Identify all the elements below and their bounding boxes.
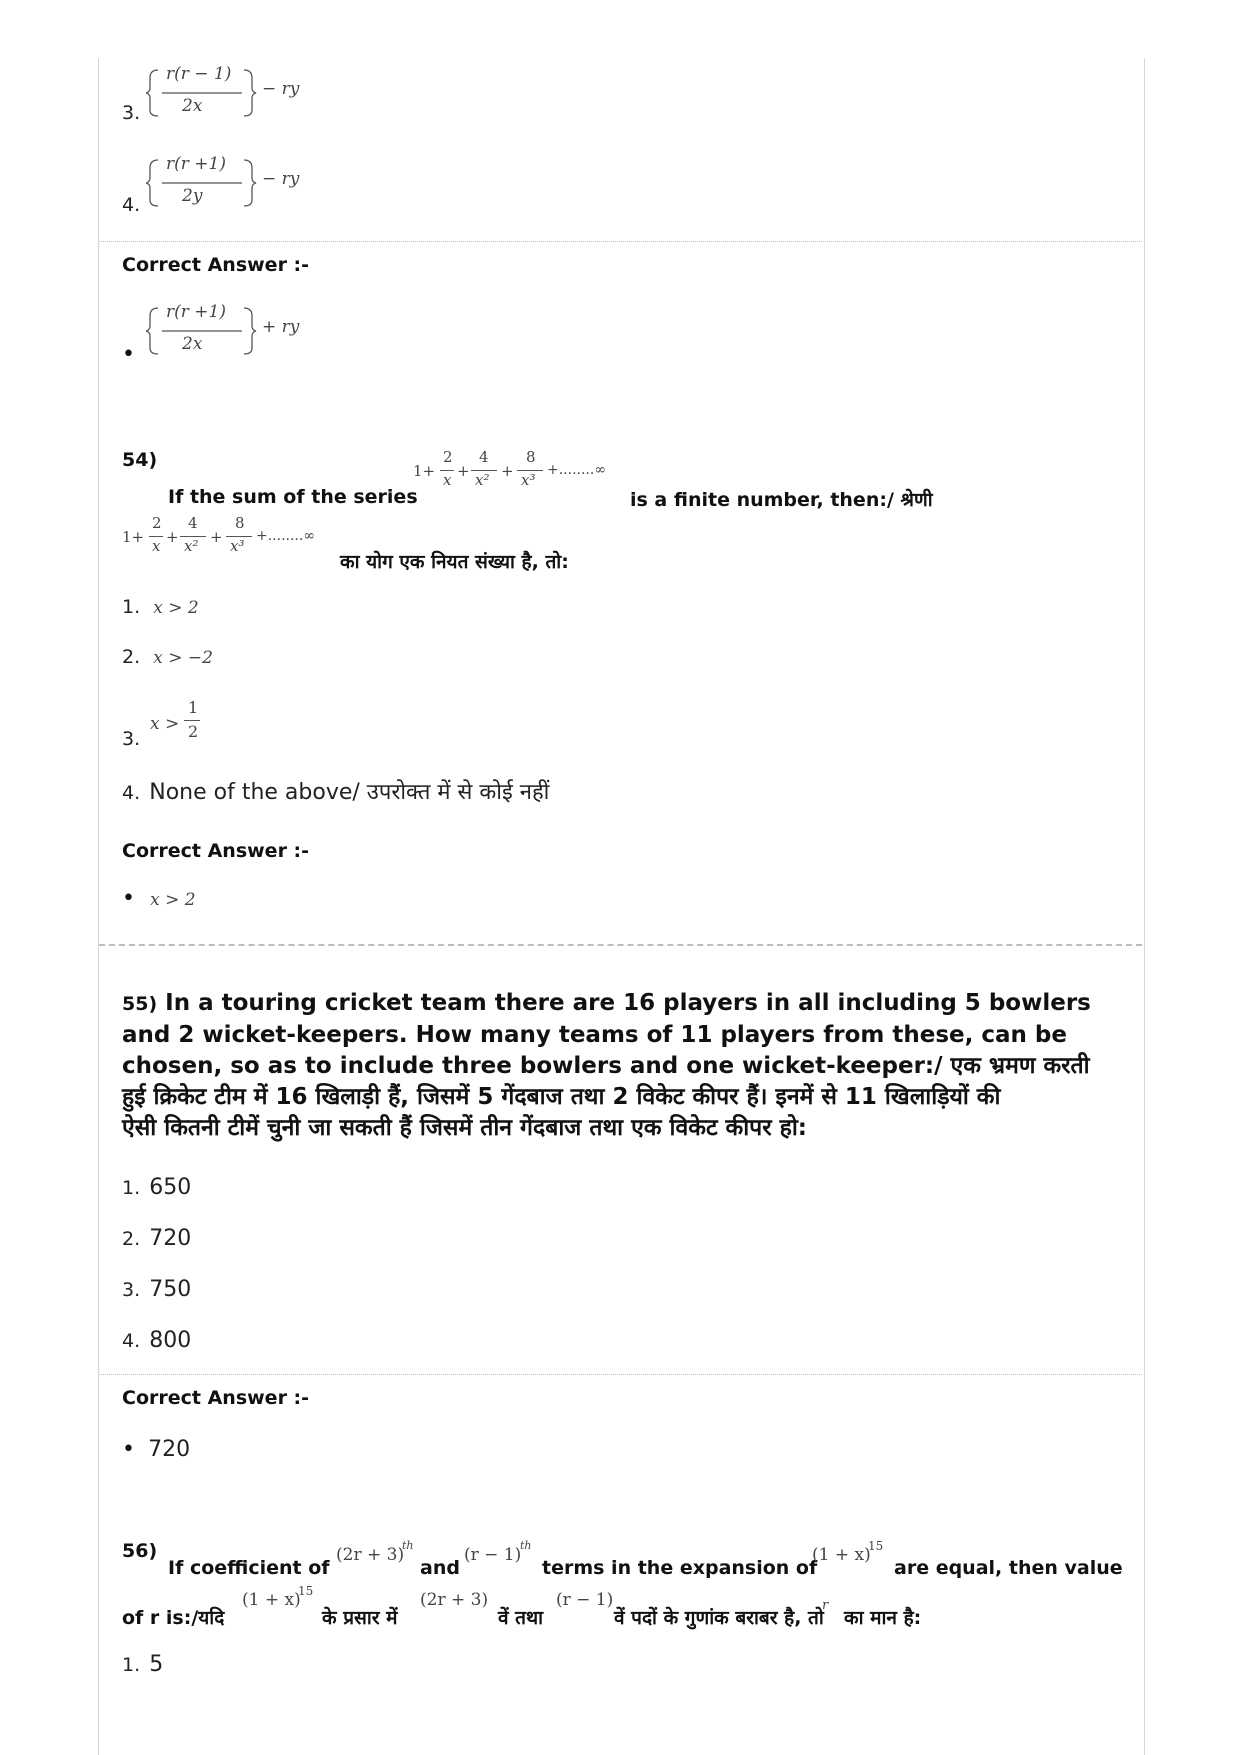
bullet-icon: • <box>122 342 135 367</box>
q55-question <box>122 988 1122 1144</box>
option-number: 1. <box>122 596 141 618</box>
fraction-denominator: 2x <box>182 96 203 116</box>
fraction-denominator: 2 <box>188 722 199 741</box>
divider <box>99 1374 1142 1375</box>
q56-question-line-2: of r is:/यदि (1 + x) 15 के प्रसार में (2r + 3) वें तथा (r − 1) वें पदों के गुणांक बराबर है, तो r का मान है: <box>122 1584 922 1629</box>
option-text: 5 <box>149 1652 164 1677</box>
question-number: 54) <box>122 449 158 471</box>
expression-tail: + ry <box>262 317 300 337</box>
question-line: ऐसी कितनी टीमें चुनी जा सकती हैं जिसमें तीन गेंदबाज तथा एक विकेट कीपर हो: <box>122 1115 808 1141</box>
option-text: None of the above/ उपरोक्त में से कोई नहीं <box>149 780 550 805</box>
bullet-icon: • <box>122 1437 135 1462</box>
q54-option-4[interactable] <box>122 776 722 808</box>
option-text: 650 <box>149 1175 192 1200</box>
option-text: 800 <box>149 1328 192 1353</box>
option-text: 750 <box>149 1277 192 1302</box>
question-line: In a touring cricket team there are 16 players in all including 5 bowlers <box>165 990 1091 1016</box>
q54-correct-answer <box>122 886 242 916</box>
q54-option-3[interactable] <box>122 696 242 756</box>
correct-answer-label: Correct Answer :- <box>122 840 310 862</box>
q53-option-3[interactable] <box>122 62 322 128</box>
option-number: 4. <box>122 782 141 804</box>
series-expression: 1+ 2 x + 4 x² + 8 x³ +........∞ <box>122 514 315 555</box>
q54-option-1[interactable] <box>122 596 242 626</box>
fraction-numerator: 1 <box>188 698 199 717</box>
option-number: 4. <box>122 1330 141 1352</box>
question-divider <box>99 944 1142 946</box>
q53-option-4[interactable] <box>122 152 322 218</box>
question-text-hindi: का योग एक नियत संख्या है, तो: <box>340 551 569 573</box>
correct-answer-label: Correct Answer :- <box>122 254 310 276</box>
question-number: 56) <box>122 1540 158 1562</box>
question-number: 55) <box>122 993 158 1015</box>
divider <box>99 241 1142 242</box>
option-number: 2. <box>122 1228 141 1250</box>
question-text: is a finite number, then:/ श्रेणी <box>630 489 933 511</box>
q55-option-4[interactable] <box>122 1328 272 1358</box>
option-math: x > 2 <box>153 598 199 618</box>
option-number: 4. <box>122 194 141 216</box>
fraction-numerator: r(r − 1) <box>166 64 232 84</box>
option-number: 3. <box>122 1279 141 1301</box>
series-expression: 1+ 2 x + 4 x² + 8 x³ +........∞ <box>413 448 606 489</box>
correct-answer-label: Correct Answer :- <box>122 1387 310 1409</box>
q56-option-1[interactable] <box>122 1652 272 1682</box>
option-math: x > −2 <box>153 648 213 668</box>
option-number: 1. <box>122 1177 141 1199</box>
answer-math: x > 2 <box>150 890 196 910</box>
option-number: 2. <box>122 646 141 668</box>
option-math: x > <box>150 714 180 734</box>
q55-option-2[interactable] <box>122 1226 272 1256</box>
question-line: and 2 wicket-keepers. How many teams of 11 players from these, can be <box>122 1022 1067 1048</box>
question-line: chosen, so as to include three bowlers and one wicket-keeper:/ एक भ्रमण करती <box>122 1053 1090 1079</box>
fraction-numerator: r(r +1) <box>166 302 226 322</box>
q55-option-1[interactable] <box>122 1175 272 1205</box>
option-number: 3. <box>122 728 141 750</box>
expression-tail: − ry <box>262 169 300 189</box>
option-number: 1. <box>122 1654 141 1676</box>
expression-tail: − ry <box>262 79 300 99</box>
answer-text: 720 <box>148 1437 191 1462</box>
q53-correct-answer <box>122 300 322 366</box>
q56-question-line-1: If coefficient of (2r + 3) th and (r − 1) th terms in the expansion of (1 + x) 15 are equal, then value <box>168 1539 1123 1579</box>
option-number: 3. <box>122 102 141 124</box>
fraction-numerator: r(r +1) <box>166 154 226 174</box>
option-text: 720 <box>149 1226 192 1251</box>
question-line: हुई क्रिकेट टीम में 16 खिलाड़ी हैं, जिसमें 5 गेंदबाज तथा 2 विकेट कीपर हैं। इनमें से 11 खिलाड़ियों की <box>122 1084 1001 1110</box>
q54-option-2[interactable] <box>122 646 242 676</box>
question-text: If the sum of the series <box>168 486 418 508</box>
q55-option-3[interactable] <box>122 1277 272 1307</box>
bullet-icon: • <box>122 886 135 911</box>
q55-correct-answer <box>122 1437 272 1467</box>
fraction-denominator: 2y <box>182 186 203 206</box>
fraction-denominator: 2x <box>182 334 203 354</box>
